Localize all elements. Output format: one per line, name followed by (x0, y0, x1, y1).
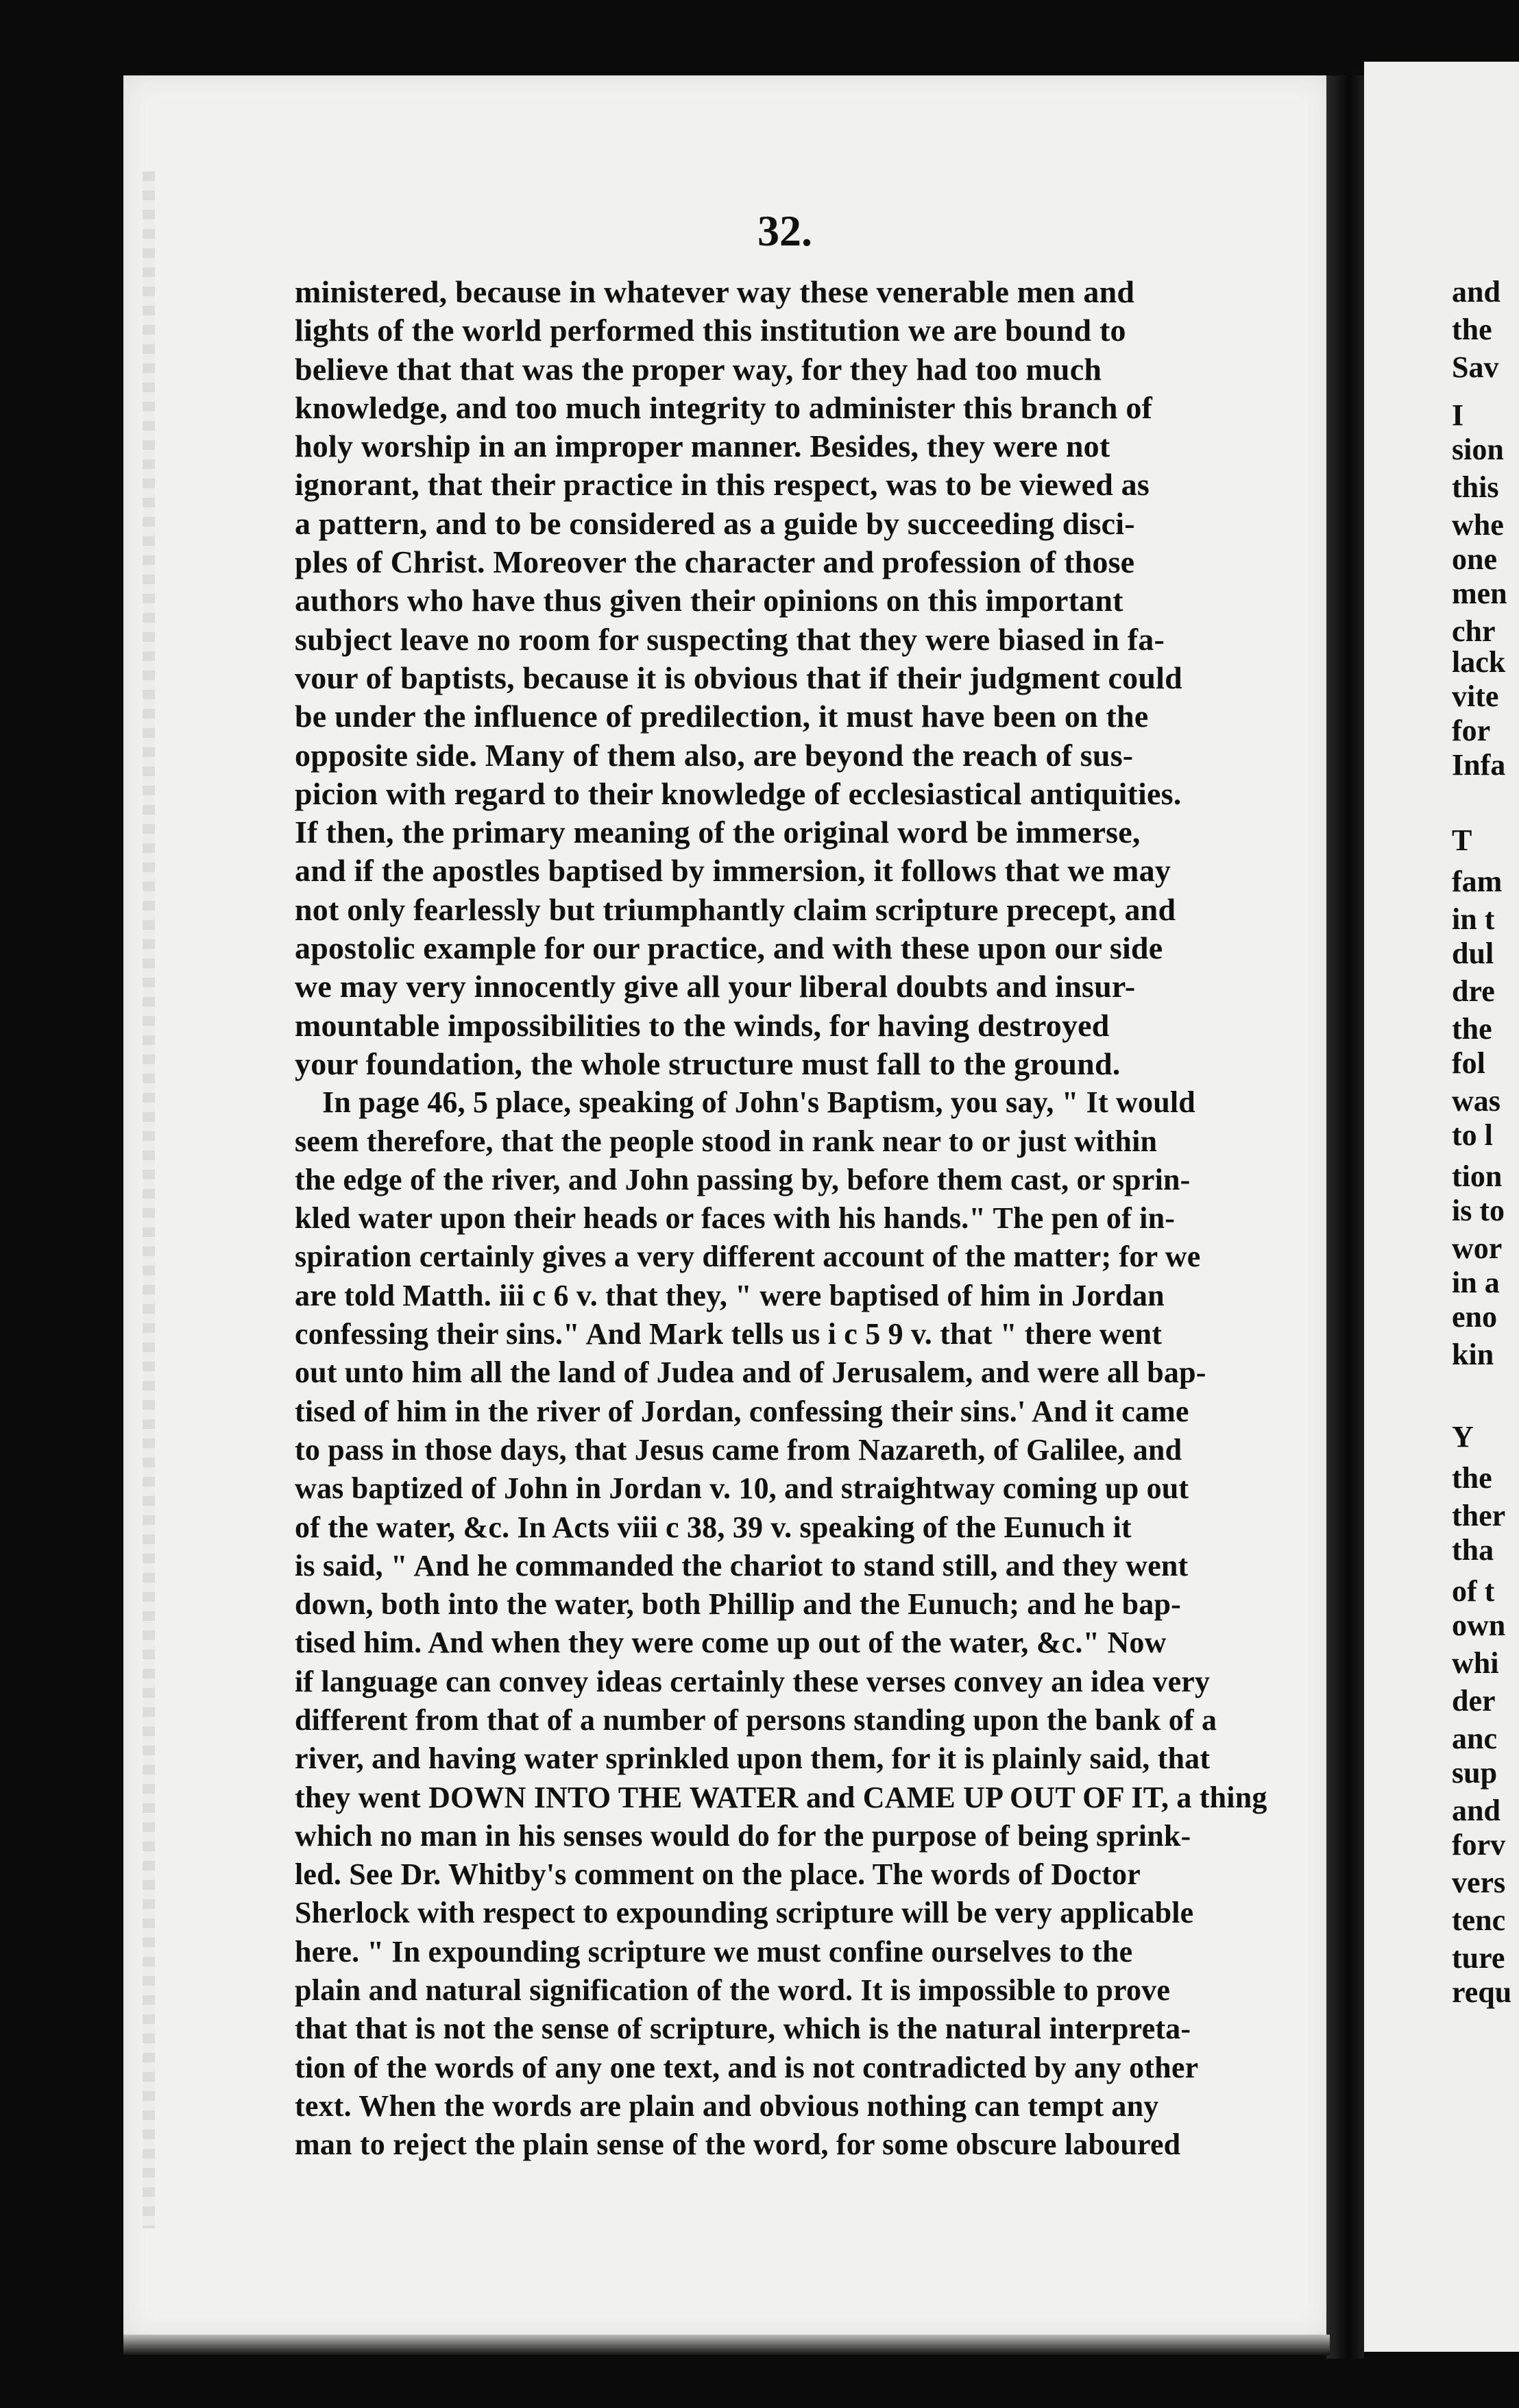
text-line: the edge of the river, and John passing by, before them cast, or sprin- (295, 1162, 1191, 1196)
facing-page-fragment: whi (1452, 1646, 1499, 1680)
text-line: which no man in his senses would do for the purpose of being sprink- (295, 1818, 1191, 1853)
text-line: spiration certainly gives a very different account of the matter; for we (295, 1240, 1201, 1274)
facing-page-fragment: the (1452, 313, 1492, 346)
facing-page-fragment: Infa (1452, 748, 1506, 782)
text-line: Sherlock with respect to expounding scripture will be very applicable (295, 1896, 1194, 1930)
text-line: different from that of a number of persons standing upon the bank of a (295, 1702, 1217, 1737)
text-line: out unto him all the land of Judea and of Jerusalem, and were all bap- (295, 1356, 1206, 1390)
text-line: If then, the primary meaning of the original word be immerse, (295, 815, 1141, 850)
facing-page-fragment: in a (1452, 1266, 1500, 1299)
text-line: down, both into the water, both Phillip and the Eunuch; and he bap- (295, 1587, 1182, 1622)
text-line: tion of the words of any one text, and is not contradicted by any other (295, 2050, 1199, 2084)
text-line: vour of baptists, because it is obvious that if their judgment could (295, 660, 1182, 695)
text-line: confessing their sins." And Mark tells us i c 5 9 v. that " there went (295, 1317, 1163, 1351)
facing-page-fragment: whe (1452, 508, 1504, 542)
text-line: lights of the world performed this institution we are bound to (295, 313, 1126, 348)
text-line: holy worship in an improper manner. Besides, they were not (295, 429, 1110, 464)
facing-page-fragment: was (1452, 1084, 1500, 1118)
text-line: not only fearlessly but triumphantly claim scripture precept, and (295, 891, 1176, 927)
facing-page-fragment: anc (1452, 1722, 1497, 1755)
text-line: opposite side. Many of them also, are beyond the reach of sus- (295, 737, 1134, 773)
text-line: ignorant, that their practice in this respect, was to be viewed as (295, 467, 1150, 503)
facing-page-fragment: der (1452, 1684, 1496, 1718)
text-line: be under the influence of predilection, it must have been on the (295, 699, 1149, 734)
facing-page-fragment: eno (1452, 1300, 1497, 1334)
facing-page-fragment: men (1452, 577, 1507, 610)
facing-page-fragment: dre (1452, 974, 1495, 1008)
facing-page-fragment: ture (1452, 1941, 1505, 1975)
facing-page-fragment: for (1452, 714, 1491, 747)
text-line: of the water, &c. In Acts viii c 38, 39 v. speaking of the Eunuch it (295, 1510, 1132, 1544)
facing-page-fragment: Sav (1452, 350, 1499, 384)
text-line: if language can convey ideas certainly these verses convey an idea very (295, 1664, 1211, 1698)
text-line: tised of him in the river of Jordan, confessing their sins.' And it came (295, 1394, 1189, 1428)
body-text (295, 273, 1344, 2165)
text-line: knowledge, and too much integrity to administer this branch of (295, 389, 1153, 425)
text-line: believe that that was the proper way, for they had too much (295, 351, 1102, 387)
facing-page-fragment: fam (1452, 865, 1503, 898)
text-line: apostolic example for our practice, and with these upon our side (295, 930, 1163, 966)
text-line: to pass in those days, that Jesus came from Nazareth, of Galilee, and (295, 1432, 1182, 1467)
text-line: and if the apostles baptised by immersion, it follows that we may (295, 853, 1171, 889)
text-line: are told Matth. iii c 6 v. that they, " were baptised of him in Jordan (295, 1278, 1165, 1312)
facing-page-fragment: and (1452, 275, 1500, 309)
text-line: led. See Dr. Whitby's comment on the place. The words of Doctor (295, 1857, 1141, 1892)
text-line: they went DOWN INTO THE WATER and CAME UP OUT OF IT, a thing (295, 1780, 1267, 1814)
text-line: tised him. And when they were come up out of the water, &c." Now (295, 1626, 1167, 1660)
text-line: man to reject the plain sense of the word, for some obscure laboured (295, 2128, 1181, 2162)
facing-page-fragment: requ (1452, 1975, 1512, 2009)
facing-page-fragment: of t (1452, 1574, 1495, 1608)
text-line: we may very innocently give all your liberal doubts and insur- (295, 969, 1136, 1004)
facing-page-fragment: the (1452, 1461, 1492, 1495)
text-line: is said, " And he commanded the chariot to stand still, and they went (295, 1548, 1189, 1582)
text-line: ministered, because in whatever way these venerable men and (295, 274, 1135, 309)
facing-page-fragment: vite (1452, 679, 1499, 713)
text-line: was baptized of John in Jordan v. 10, and straightway coming up out (295, 1471, 1189, 1506)
facing-page-fragment: sion (1452, 433, 1504, 466)
facing-page-fragment: I (1452, 398, 1464, 432)
text-line: authors who have thus given their opinions on this important (295, 583, 1123, 618)
text-line: here. " In expounding scripture we must confine ourselves to the (295, 1934, 1133, 1968)
text-line: seem therefore, that the people stood in rank near to or just within (295, 1124, 1158, 1158)
facing-page-fragment: T (1452, 823, 1472, 857)
facing-page-fragment: forv (1452, 1828, 1506, 1862)
facing-page-fragment: to l (1452, 1118, 1493, 1152)
facing-page-fragment: one (1452, 542, 1497, 576)
text-line: mountable impossibilities to the winds, for having destroyed (295, 1007, 1110, 1043)
facing-page-fragment: the (1452, 1012, 1492, 1046)
text-line: plain and natural signification of the word. It is impossible to prove (295, 1973, 1171, 2008)
text-line: that that is not the sense of scripture, which is the natural interpreta- (295, 2012, 1191, 2046)
facing-page-fragment: chr (1452, 614, 1496, 648)
facing-page-fragment: vers (1452, 1866, 1506, 1899)
text-line: In page 46, 5 place, speaking of John's Baptism, you say, " It would (322, 1085, 1195, 1120)
facing-page-fragment: and (1452, 1794, 1500, 1827)
text-line: river, and having water sprinkled upon them, for it is plainly said, that (295, 1742, 1211, 1776)
text-line: picion with regard to their knowledge of ecclesiastical antiquities. (295, 775, 1182, 811)
page-number: 32. (757, 206, 812, 255)
facing-page-fragment: sup (1452, 1756, 1498, 1790)
facing-page-fragment: this (1452, 470, 1499, 504)
facing-page-fragment: tion (1452, 1159, 1503, 1193)
facing-page-fragment: tha (1452, 1533, 1494, 1567)
text-line: subject leave no room for suspecting that they were biased in fa- (295, 621, 1165, 657)
facing-page-fragment: dul (1452, 937, 1494, 970)
facing-page-fragment: in t (1452, 902, 1495, 936)
page-edge-stack (143, 171, 155, 2228)
facing-page-fragment: own (1452, 1609, 1506, 1642)
facing-page-fragment: wor (1452, 1231, 1503, 1265)
text-line: text. When the words are plain and obvious nothing can tempt any (295, 2088, 1159, 2123)
facing-page-fragment: lack (1452, 645, 1506, 679)
facing-page-fragment: fol (1452, 1046, 1485, 1080)
facing-page-fragment: is to (1452, 1194, 1505, 1227)
facing-page-fragment: tenc (1452, 1903, 1506, 1937)
facing-page-fragment: kin (1452, 1338, 1494, 1371)
text-line: kled water upon their heads or faces with his hands." The pen of in- (295, 1201, 1176, 1236)
text-line: a pattern, and to be considered as a guide by succeeding disci- (295, 505, 1135, 541)
page-bottom-edge (123, 2335, 1330, 2355)
text-line: your foundation, the whole structure must fall to the ground. (295, 1046, 1121, 1081)
facing-page-fragment: ther (1452, 1499, 1506, 1532)
text-line: ples of Christ. Moreover the character and profession of those (295, 544, 1135, 580)
facing-page-fragment: Y (1452, 1420, 1474, 1454)
